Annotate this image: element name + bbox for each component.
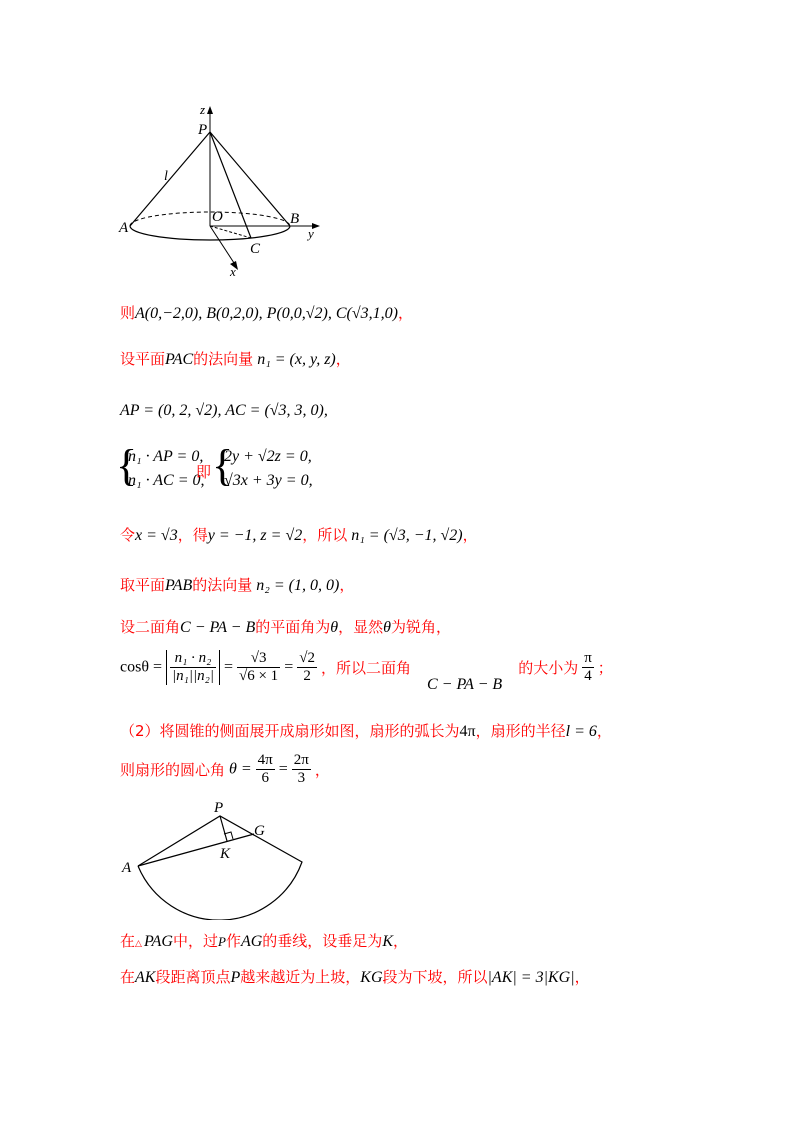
label-K: K [220, 846, 231, 862]
line-solve-n1: 令x = √3，得y = −1, z = √2，所以 n₁ = (√3, −1, √2)， [120, 526, 478, 544]
label-P: P [198, 122, 208, 138]
line-normal-pac: 设平面PAC的法向量 n₁ = (x, y, z)， [120, 350, 351, 368]
line-sector: （2）将圆锥的侧面展开成扇形如图，扇形的弧长为4π，扇形的半径l = 6， [120, 722, 612, 740]
label-A: A [119, 220, 129, 236]
label-y: y [308, 226, 314, 241]
line-normal-pab: 取平面PAB的法向量 n₂ = (1, 0, 0)， [120, 576, 355, 594]
line-coordinates: 则A(0,−2,0), B(0,2,0), P(0,0,√2), C(√3,1,0)， [120, 304, 414, 322]
label-x: x [230, 264, 236, 278]
label-O: O [212, 209, 223, 225]
label-z: z [200, 102, 206, 117]
line-perpendicular: 在△ PAG中，过P作AG的垂线，设垂足为K， [120, 932, 408, 950]
cone-figure [118, 98, 328, 278]
line-dihedral-angle: 设二面角C − PA − B的平面角为θ，显然θ为锐角， [120, 618, 452, 636]
label-l: l [164, 169, 168, 184]
line-slope: 在AK段距离顶点P越来越近为上坡，KG段为下坡，所以|AK| = 3|KG|， [120, 968, 590, 986]
label-P2: P [214, 800, 224, 816]
line-cosine: cosθ = $\frac{\text{n₁ · n₂}}{\text{|n₁||n₂|}}$ = $\frac{√3}{√6 \times 1}$ = $\frac{√2}{2}$ ，所以二面角 C − PA − B 的大小为 $\frac{\pi}{4}$ ； [120, 650, 613, 694]
equation-systems: { n₁ · AP = 0, n₁ · AC = 0, 即 { 2y + √2z = 0, √3x + 3y = 0, [116, 441, 313, 490]
line-central-angle: 则扇形的圆心角 θ = $\frac{4\pi}{6}$ = $\frac{2\pi}{3}$ ， [120, 752, 330, 786]
sector-figure [118, 796, 318, 920]
label-A2: A [122, 860, 132, 876]
label-C: C [250, 241, 261, 257]
label-B: B [290, 211, 300, 227]
line-vectors: AP = (0, 2, √2), AC = (√3, 3, 0), [120, 402, 328, 419]
label-G: G [254, 823, 265, 839]
